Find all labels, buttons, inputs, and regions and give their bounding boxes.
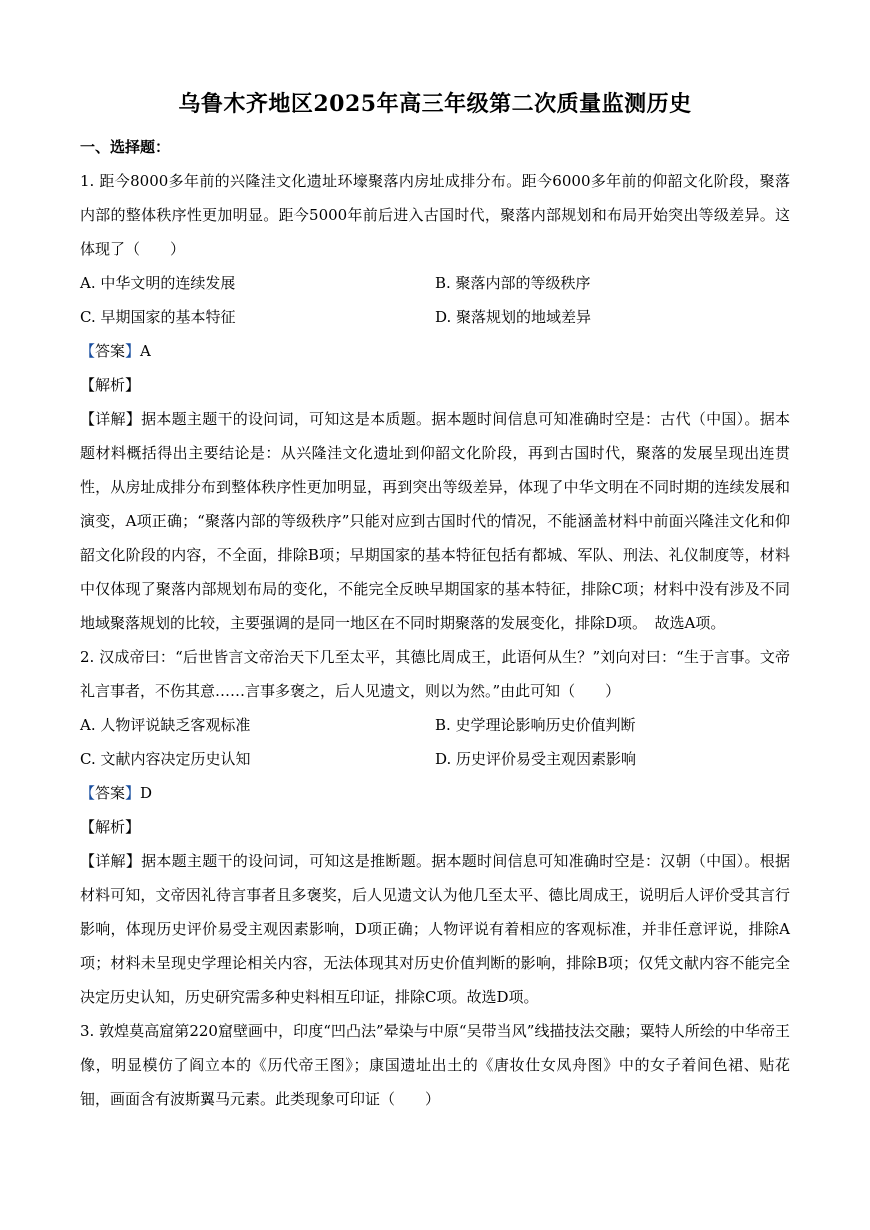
question-2-option-a: A. 人物评说缺乏客观标准 <box>80 716 251 734</box>
question-1-options <box>80 266 790 334</box>
question-2-option-b: B. 史学理论影响历史价值判断 <box>435 716 636 734</box>
detail-bracket-close: 】 <box>125 410 142 428</box>
answer-label: 答案 <box>95 342 126 360</box>
document-title: 乌鲁木齐地区2025年高三年级第二次质量监测历史 <box>178 91 692 117</box>
answer-bracket-close: 】 <box>125 342 141 360</box>
question-1-stem: 1. 距今8000多年前的兴隆洼文化遗址环壕聚落内房址成排分布。距今6000多年前的仰韶文化阶段，聚落内部的整体秩序性更加明显。距今5000年前后进入古国时代，聚落内部规划和布局开始突出等级差异。这体现了（ ） <box>80 172 790 258</box>
question-1-option-b: B. 聚落内部的等级秩序 <box>435 274 591 292</box>
detail-text: 据本题主题干的设问词，可知这是本质题。据本题时间信息可知准确时空是：古代（中国）。据本题材料概括得出主要结论是：从兴隆洼文化遗址到仰韶文化阶段，再到古国时代，聚落的发展呈现出连贯性，从房址成排分布到整体秩序性更加明显，再到突出等级差异，体现了中华文明在不同时期的连续发展和演变，A项正确；“聚落内部的等级秩序”只能对应到古国时代的情况，不能涵盖材料中前面兴隆洼文化和仰韶文化阶段的内容，不全面，排除B项；早期国家的基本特征包括有都城、军队、刑法、礼仪制度等，材料中仅体现了聚落内部规划布局的变化，不能完全反映早期国家的基本特征，排除C项；材料中没有涉及不同地域聚落规划的比较，主要强调的是同一地区在不同时期聚落的发展变化，排除D项。 故选A项。 <box>80 410 790 632</box>
question-1-option-c: C. 早期国家的基本特征 <box>80 308 236 326</box>
answer-bracket-open: 【 <box>80 784 96 802</box>
question-2-stem: 2. 汉成帝曰：“后世皆言文帝治天下几至太平，其德比周成王，此语何从生？”刘向对曰：“生于言事。文帝礼言事者，不伤其意……言事多褒之，后人见遗文，则以为然。”由此可知（ ） <box>80 648 790 700</box>
answer-label: 答案 <box>95 784 126 802</box>
question-2-options <box>80 708 790 776</box>
detail-bracket-open: 【 <box>80 410 96 428</box>
detail-label: 详解 <box>95 852 126 870</box>
question-1-detail <box>80 402 790 640</box>
question-1-option-d: D. 聚落规划的地域差异 <box>435 308 592 326</box>
question-2-option-d: D. 历史评价易受主观因素影响 <box>435 750 637 768</box>
question-1-analysis-label: 【解析】 <box>80 376 141 394</box>
section-heading: 一、选择题： <box>80 138 171 156</box>
question-2-answer <box>80 776 790 810</box>
question-2-analysis-label: 【解析】 <box>80 818 141 836</box>
detail-text: 据本题主题干的设问词，可知这是推断题。据本题时间信息可知准确时空是：汉朝（中国）。根据材料可知，文帝因礼待言事者且多褒奖，后人见遗文认为他几至太平、德比周成王，说明后人评价受其言行影响，体现历史评价易受主观因素影响，D项正确；人物评说有着相应的客观标准，并非任意评说，排除A项；材料未呈现史学理论相关内容，无法体现其对历史价值判断的影响，排除B项；仅凭文献内容不能完全决定历史认知，历史研究需多种史料相互印证，排除C项。故选D项。 <box>80 852 790 1006</box>
question-1-option-a: A. 中华文明的连续发展 <box>80 274 236 292</box>
detail-bracket-open: 【 <box>80 852 96 870</box>
question-1-answer <box>80 334 790 368</box>
answer-bracket-open: 【 <box>80 342 96 360</box>
question-2-option-c: C. 文献内容决定历史认知 <box>80 750 251 768</box>
answer-bracket-close: 】 <box>125 784 141 802</box>
question-3-stem: 3. 敦煌莫高窟第220窟壁画中，印度“凹凸法”晕染与中原“吴带当风”线描技法交融；粟特人所绘的中华帝王像，明显模仿了阎立本的《历代帝王图》；康国遗址出土的《唐妆仕女凤舟图》中的女子着间色裙、贴花钿，画面含有波斯翼马元素。此类现象可印证（ ） <box>80 1022 790 1108</box>
answer-value: A <box>140 342 151 360</box>
detail-bracket-close: 】 <box>125 852 142 870</box>
answer-value: D <box>140 784 153 802</box>
question-2-detail <box>80 844 790 1014</box>
detail-label: 详解 <box>95 410 126 428</box>
